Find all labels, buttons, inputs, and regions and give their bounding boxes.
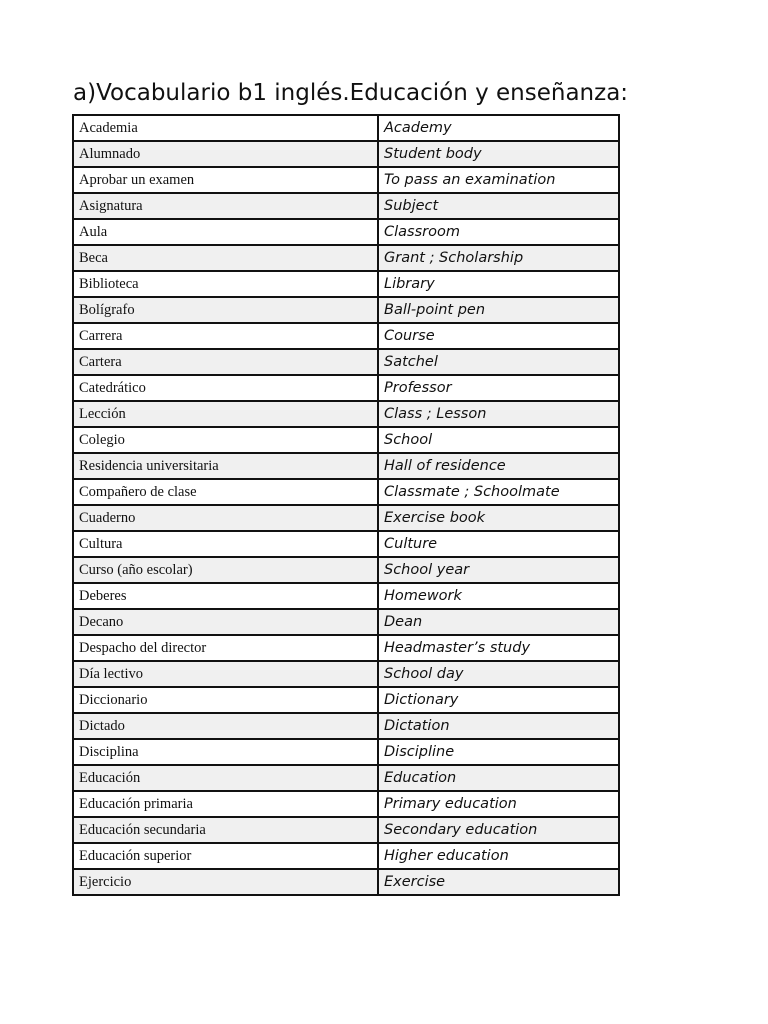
vocab-row	[73, 193, 619, 219]
vocabulary-table-body	[73, 115, 619, 895]
english-translation: Grant ; Scholarship	[378, 245, 619, 271]
english-translation: Dictation	[378, 713, 619, 739]
vocab-row	[73, 531, 619, 557]
vocab-row	[73, 479, 619, 505]
vocab-row	[73, 869, 619, 895]
english-translation: Student body	[378, 141, 619, 167]
vocab-row	[73, 167, 619, 193]
english-translation: Classmate ; Schoolmate	[378, 479, 619, 505]
english-translation: Exercise book	[378, 505, 619, 531]
english-translation: Hall of residence	[378, 453, 619, 479]
spanish-term: Educación secundaria	[73, 817, 378, 843]
english-translation: Dean	[378, 609, 619, 635]
spanish-term: Disciplina	[73, 739, 378, 765]
spanish-term: Residencia universitaria	[73, 453, 378, 479]
english-translation: Discipline	[378, 739, 619, 765]
vocab-row	[73, 453, 619, 479]
english-translation: Primary education	[378, 791, 619, 817]
spanish-term: Aprobar un examen	[73, 167, 378, 193]
spanish-term: Día lectivo	[73, 661, 378, 687]
english-translation: Professor	[378, 375, 619, 401]
spanish-term: Despacho del director	[73, 635, 378, 661]
vocab-row	[73, 765, 619, 791]
vocab-row	[73, 401, 619, 427]
vocab-row	[73, 427, 619, 453]
spanish-term: Aula	[73, 219, 378, 245]
english-translation: Academy	[378, 115, 619, 141]
spanish-term: Carrera	[73, 323, 378, 349]
spanish-term: Educación superior	[73, 843, 378, 869]
spanish-term: Deberes	[73, 583, 378, 609]
spanish-term: Asignatura	[73, 193, 378, 219]
spanish-term: Lección	[73, 401, 378, 427]
spanish-term: Academia	[73, 115, 378, 141]
spanish-term: Alumnado	[73, 141, 378, 167]
vocab-row	[73, 271, 619, 297]
spanish-term: Diccionario	[73, 687, 378, 713]
vocab-row	[73, 791, 619, 817]
english-translation: Exercise	[378, 869, 619, 895]
spanish-term: Beca	[73, 245, 378, 271]
vocab-row	[73, 609, 619, 635]
english-translation: Classroom	[378, 219, 619, 245]
english-translation: Ball-point pen	[378, 297, 619, 323]
vocab-row	[73, 297, 619, 323]
english-translation: Culture	[378, 531, 619, 557]
english-translation: Higher education	[378, 843, 619, 869]
english-translation: Course	[378, 323, 619, 349]
vocab-row	[73, 687, 619, 713]
english-translation: Satchel	[378, 349, 619, 375]
spanish-term: Biblioteca	[73, 271, 378, 297]
vocab-row	[73, 557, 619, 583]
spanish-term: Colegio	[73, 427, 378, 453]
spanish-term: Curso (año escolar)	[73, 557, 378, 583]
vocab-row	[73, 375, 619, 401]
vocabulary-table	[72, 114, 620, 896]
spanish-term: Cultura	[73, 531, 378, 557]
vocab-row	[73, 115, 619, 141]
english-translation: School day	[378, 661, 619, 687]
vocab-row	[73, 713, 619, 739]
english-translation: Secondary education	[378, 817, 619, 843]
english-translation: School	[378, 427, 619, 453]
vocab-row	[73, 505, 619, 531]
vocab-row	[73, 349, 619, 375]
spanish-term: Compañero de clase	[73, 479, 378, 505]
english-translation: Subject	[378, 193, 619, 219]
spanish-term: Decano	[73, 609, 378, 635]
vocab-row	[73, 661, 619, 687]
vocab-row	[73, 141, 619, 167]
spanish-term: Cuaderno	[73, 505, 378, 531]
english-translation: Headmaster’s study	[378, 635, 619, 661]
page-title: a)Vocabulario b1 inglés.Educación y enseñanza:	[73, 80, 629, 106]
spanish-term: Bolígrafo	[73, 297, 378, 323]
english-translation: Dictionary	[378, 687, 619, 713]
spanish-term: Dictado	[73, 713, 378, 739]
vocab-row	[73, 843, 619, 869]
english-translation: School year	[378, 557, 619, 583]
vocab-row	[73, 583, 619, 609]
english-translation: Education	[378, 765, 619, 791]
spanish-term: Educación primaria	[73, 791, 378, 817]
spanish-term: Educación	[73, 765, 378, 791]
spanish-term: Catedrático	[73, 375, 378, 401]
english-translation: Class ; Lesson	[378, 401, 619, 427]
english-translation: Library	[378, 271, 619, 297]
vocab-row	[73, 245, 619, 271]
english-translation: Homework	[378, 583, 619, 609]
vocab-row	[73, 323, 619, 349]
vocab-row	[73, 739, 619, 765]
vocab-row	[73, 219, 619, 245]
vocab-row	[73, 817, 619, 843]
spanish-term: Cartera	[73, 349, 378, 375]
vocab-row	[73, 635, 619, 661]
spanish-term: Ejercicio	[73, 869, 378, 895]
english-translation: To pass an examination	[378, 167, 619, 193]
